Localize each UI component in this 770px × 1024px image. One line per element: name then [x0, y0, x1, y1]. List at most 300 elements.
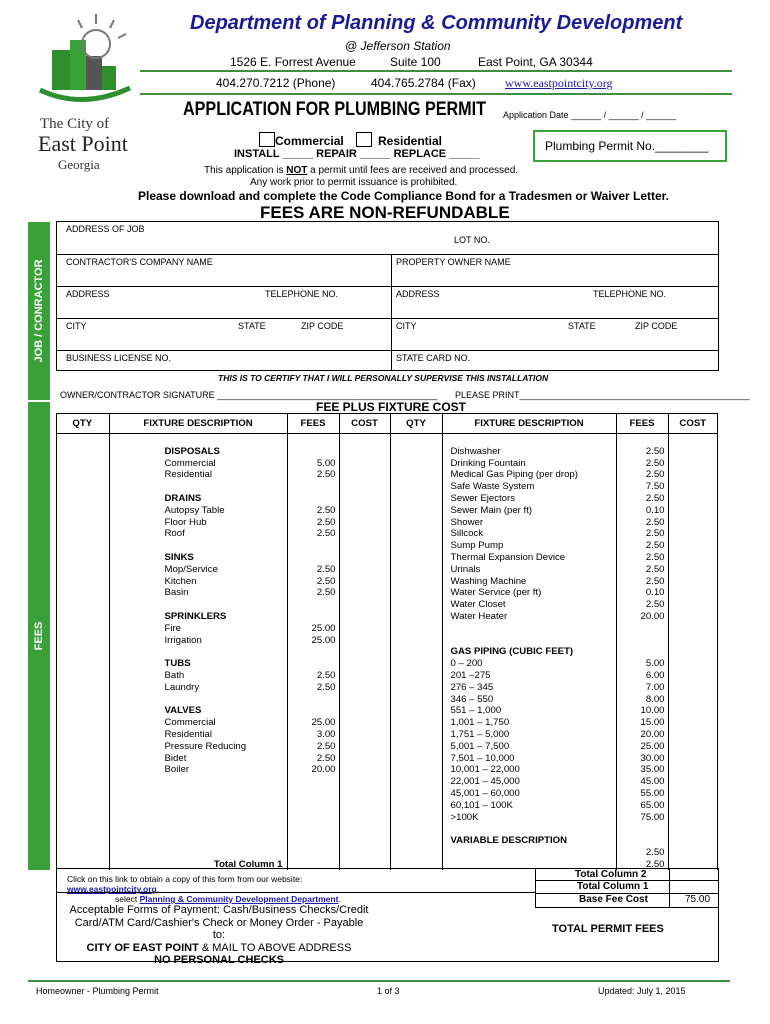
cost-left-cell[interactable] [339, 753, 390, 765]
state-card-label: STATE CARD NO. [396, 353, 471, 363]
fees-right-cell: 2.50 [616, 458, 668, 470]
fees-left-cell [287, 823, 339, 835]
table-row [56, 576, 717, 588]
qty-left-cell[interactable] [56, 658, 109, 670]
qty-right-cell[interactable] [390, 670, 442, 682]
non-refundable-heading: FEES ARE NON-REFUNDABLE [260, 203, 510, 222]
cost-left-cell[interactable] [339, 635, 390, 647]
fees-right-cell: 2.50 [616, 446, 668, 458]
description-left-cell: Kitchen [109, 576, 287, 588]
fee-table-right-border [717, 413, 718, 870]
qty-right-cell[interactable] [390, 576, 442, 588]
cost-left-cell[interactable] [339, 847, 390, 859]
fees-left-cell: 2.50 [287, 469, 339, 481]
description-right-cell: 346 – 550 [442, 694, 616, 706]
fees-right-cell: 7.50 [616, 481, 668, 493]
header-cost-right: COST [668, 414, 717, 434]
cost-left-cell[interactable] [339, 576, 390, 588]
qty-right-cell[interactable] [390, 493, 442, 505]
cost-right-cell[interactable] [668, 552, 717, 564]
cost-right-cell[interactable] [668, 611, 717, 623]
table-row [56, 694, 717, 706]
fees-left-cell: 25.00 [287, 635, 339, 647]
qty-left-cell[interactable] [56, 670, 109, 682]
header-cost-left: COST [339, 414, 390, 434]
application-date: Application Date ______ / ______ / ______ [503, 110, 677, 120]
description-right-cell: Medical Gas Piping (per drop) [442, 469, 616, 481]
owner-city-label: CITY [396, 321, 417, 331]
description-right-cell: 60,101 – 100K [442, 800, 616, 812]
description-left-cell: SINKS [109, 552, 287, 564]
fees-right-cell: 2.50 [616, 564, 668, 576]
cost-left-cell[interactable] [339, 800, 390, 812]
property-owner-label: PROPERTY OWNER NAME [396, 257, 511, 267]
street-address: 1526 E. Forrest Avenue [230, 55, 356, 69]
cost-left-cell[interactable] [339, 788, 390, 800]
table-row [56, 587, 717, 599]
row-divider-2 [57, 286, 718, 287]
fees-right-cell: 20.00 [616, 611, 668, 623]
city-state-zip: East Point, GA 30344 [478, 55, 593, 69]
qty-right-cell[interactable] [390, 788, 442, 800]
fees-left-cell [287, 481, 339, 493]
cost-right-cell[interactable] [668, 434, 717, 446]
cost-right-cell[interactable] [668, 517, 717, 529]
description-left-cell: Residential [109, 469, 287, 481]
qty-left-cell[interactable] [56, 729, 109, 741]
fees-right-cell: 8.00 [616, 694, 668, 706]
qty-right-cell[interactable] [390, 446, 442, 458]
website-link[interactable]: www.eastpointcity.org [505, 76, 613, 90]
qty-left-cell[interactable] [56, 717, 109, 729]
table-row [56, 540, 717, 552]
description-left-cell [109, 788, 287, 800]
residential-option [356, 132, 442, 148]
description-right-cell: GAS PIPING (CUBIC FEET) [442, 646, 616, 658]
fees-right-cell: 15.00 [616, 717, 668, 729]
fees-sidebar [28, 402, 50, 870]
table-row [56, 564, 717, 576]
table-row [56, 646, 717, 658]
description-left-cell: Bidet [109, 753, 287, 765]
description-right-cell: 551 – 1,000 [442, 705, 616, 717]
qty-right-cell[interactable] [390, 694, 442, 706]
fees-right-cell: 2.50 [616, 469, 668, 481]
cost-left-cell[interactable] [339, 835, 390, 847]
description-right-cell [442, 434, 616, 446]
cost-right-cell[interactable] [668, 493, 717, 505]
city-logo [30, 10, 135, 110]
table-row [56, 599, 717, 611]
fee-table [56, 413, 717, 870]
table-row [56, 764, 717, 776]
qty-right-cell[interactable] [390, 682, 442, 694]
suite: Suite 100 [390, 55, 441, 69]
description-right-cell: 1,001 – 1,750 [442, 717, 616, 729]
qty-right-cell[interactable] [390, 658, 442, 670]
qty-right-cell[interactable] [390, 528, 442, 540]
no-personal-checks: NO PERSONAL CHECKS [154, 954, 284, 966]
qty-right-cell[interactable] [390, 753, 442, 765]
qty-left-cell[interactable] [56, 635, 109, 647]
qty-right-cell[interactable] [390, 517, 442, 529]
commercial-label: Commercial [275, 134, 344, 148]
fees-left-cell: 2.50 [287, 670, 339, 682]
qty-left-cell[interactable] [56, 682, 109, 694]
description-left-cell [109, 481, 287, 493]
website-note: Click on this link to obtain a copy of this form from our website: www.eastpointcity.org, select Planning & Community Development Department. [67, 874, 341, 904]
fees-left-cell [287, 812, 339, 824]
totals-vertical-divider [535, 869, 536, 907]
cost-left-cell[interactable] [339, 823, 390, 835]
table-row [56, 635, 717, 647]
permit-number-label: Plumbing Permit No.________ [545, 139, 709, 153]
cost-left-cell[interactable] [339, 741, 390, 753]
cost-left-cell[interactable] [339, 682, 390, 694]
qty-right-cell[interactable] [390, 458, 442, 470]
fees-left-cell [287, 705, 339, 717]
description-left-cell [109, 800, 287, 812]
fees-left-cell [287, 847, 339, 859]
description-left-cell: SPRINKLERS [109, 611, 287, 623]
description-right-cell: Water Heater [442, 611, 616, 623]
cost-right-cell[interactable] [668, 717, 717, 729]
description-right-cell: Sewer Ejectors [442, 493, 616, 505]
qty-left-cell[interactable] [56, 552, 109, 564]
qty-right-cell[interactable] [390, 469, 442, 481]
description-right-cell: Drinking Fountain [442, 458, 616, 470]
cost-right-cell[interactable] [668, 564, 717, 576]
cost-left-cell[interactable] [339, 812, 390, 824]
logo-city-of: The City of [40, 116, 110, 132]
please-print-line[interactable]: PLEASE PRINT______________________________________________ [455, 390, 750, 400]
cost-left-cell[interactable] [339, 458, 390, 470]
contractor-address-label: ADDRESS [66, 289, 110, 299]
qty-left-cell[interactable] [56, 505, 109, 517]
fees-left-cell: 2.50 [287, 587, 339, 599]
cost-left-cell[interactable] [339, 481, 390, 493]
qty-left-cell[interactable] [56, 741, 109, 753]
cost-right-cell[interactable] [668, 646, 717, 658]
qty-left-cell[interactable] [56, 576, 109, 588]
qty-left-cell[interactable] [56, 517, 109, 529]
description-right-cell: Water Service (per ft) [442, 587, 616, 599]
cost-right-cell[interactable] [668, 823, 717, 835]
description-left-cell [109, 646, 287, 658]
cost-left-cell[interactable] [339, 528, 390, 540]
table-row [56, 776, 717, 788]
qty-right-cell[interactable] [390, 611, 442, 623]
form-title: APPLICATION FOR PLUMBING PERMIT [183, 99, 486, 120]
address-of-job-label: ADDRESS OF JOB [66, 224, 145, 234]
cost-right-cell[interactable] [668, 446, 717, 458]
not-permit-pre: This application is [204, 165, 287, 176]
cost-left-cell[interactable] [339, 493, 390, 505]
cost-left-cell[interactable] [339, 587, 390, 599]
cost-right-cell[interactable] [668, 800, 717, 812]
total-permit-fees-label: TOTAL PERMIT FEES [552, 923, 664, 935]
residential-label: Residential [378, 134, 443, 148]
description-left-cell [109, 434, 287, 446]
cost-left-cell[interactable] [339, 776, 390, 788]
qty-left-cell[interactable] [56, 469, 109, 481]
description-left-cell: Pressure Reducing [109, 741, 287, 753]
table-row [56, 446, 717, 458]
cost-right-cell[interactable] [668, 481, 717, 493]
cost-left-cell[interactable] [339, 717, 390, 729]
table-row [56, 528, 717, 540]
qty-right-cell[interactable] [390, 835, 442, 847]
cost-left-cell[interactable] [339, 623, 390, 635]
cost-right-cell[interactable] [668, 776, 717, 788]
cost-right-cell[interactable] [668, 741, 717, 753]
footer-rule [28, 980, 730, 982]
fees-left-cell: 5.00 [287, 458, 339, 470]
qty-right-cell[interactable] [390, 705, 442, 717]
qty-left-cell[interactable] [56, 788, 109, 800]
cost-right-cell[interactable] [668, 753, 717, 765]
qty-right-cell[interactable] [390, 812, 442, 824]
cost-left-cell[interactable] [339, 540, 390, 552]
cost-left-cell[interactable] [339, 646, 390, 658]
qty-right-cell[interactable] [390, 552, 442, 564]
qty-right-cell[interactable] [390, 587, 442, 599]
cost-left-cell[interactable] [339, 469, 390, 481]
qty-right-cell[interactable] [390, 847, 442, 859]
fees-right-cell: 35.00 [616, 764, 668, 776]
cost-left-cell[interactable] [339, 611, 390, 623]
fees-left-cell: 2.50 [287, 753, 339, 765]
qty-left-cell[interactable] [56, 812, 109, 824]
fees-left-cell: 2.50 [287, 741, 339, 753]
cost-left-cell[interactable] [339, 705, 390, 717]
cost-right-cell[interactable] [668, 469, 717, 481]
qty-left-cell[interactable] [56, 481, 109, 493]
description-right-cell: 10,001 – 22,000 [442, 764, 616, 776]
cost-right-cell[interactable] [668, 729, 717, 741]
website-note-link[interactable]: www.eastpointcity.org [67, 884, 157, 894]
cost-right-cell[interactable] [668, 670, 717, 682]
description-right-cell: Sillcock [442, 528, 616, 540]
cost-right-cell[interactable] [668, 788, 717, 800]
table-row [56, 611, 717, 623]
qty-left-cell[interactable] [56, 646, 109, 658]
cost-left-cell[interactable] [339, 694, 390, 706]
contractor-company-label: CONTRACTOR'S COMPANY NAME [66, 257, 213, 267]
fees-left-cell: 20.00 [287, 764, 339, 776]
qty-right-cell[interactable] [390, 717, 442, 729]
qty-right-cell[interactable] [390, 434, 442, 446]
qty-left-cell[interactable] [56, 446, 109, 458]
commercial-checkbox[interactable] [259, 132, 275, 147]
qty-left-cell[interactable] [56, 835, 109, 847]
qty-left-cell[interactable] [56, 493, 109, 505]
cost-left-cell[interactable] [339, 517, 390, 529]
qty-left-cell[interactable] [56, 776, 109, 788]
qty-right-cell[interactable] [390, 646, 442, 658]
fees-right-cell: 2.50 [616, 552, 668, 564]
qty-left-cell[interactable] [56, 599, 109, 611]
footer-updated: Updated: July 1, 2015 [598, 986, 686, 996]
fees-left-cell: 25.00 [287, 717, 339, 729]
description-right-cell: Water Closet [442, 599, 616, 611]
owner-state-label: STATE [568, 321, 596, 331]
fees-right-cell: 20.00 [616, 729, 668, 741]
table-row [56, 835, 717, 847]
qty-right-cell[interactable] [390, 764, 442, 776]
department-title: Department of Planning & Community Development [190, 12, 683, 34]
fees-right-cell: 5.00 [616, 658, 668, 670]
cost-left-cell[interactable] [339, 599, 390, 611]
qty-right-cell[interactable] [390, 741, 442, 753]
job-info-box [56, 221, 719, 371]
cost-right-cell[interactable] [668, 835, 717, 847]
description-left-cell: Irrigation [109, 635, 287, 647]
qty-right-cell[interactable] [390, 776, 442, 788]
cost-right-cell[interactable] [668, 505, 717, 517]
description-left-cell: Commercial [109, 717, 287, 729]
table-row [56, 552, 717, 564]
qty-left-cell[interactable] [56, 764, 109, 776]
permit-number-box [533, 130, 727, 162]
description-left-cell: Bath [109, 670, 287, 682]
qty-left-cell[interactable] [56, 611, 109, 623]
description-right-cell: Dishwasher [442, 446, 616, 458]
qty-left-cell[interactable] [56, 694, 109, 706]
qty-right-cell[interactable] [390, 729, 442, 741]
cost-left-cell[interactable] [339, 729, 390, 741]
fee-table-left-border [56, 413, 57, 870]
description-left-cell [109, 776, 287, 788]
qty-right-cell[interactable] [390, 540, 442, 552]
description-left-cell: Autopsy Table [109, 505, 287, 517]
department-link[interactable]: Planning & Community Development Department [139, 894, 339, 904]
qty-left-cell[interactable] [56, 847, 109, 859]
qty-left-cell[interactable] [56, 564, 109, 576]
not-permit-post: a permit until fees are received and processed. [307, 165, 519, 176]
qty-right-cell[interactable] [390, 623, 442, 635]
totals-row-line-3 [535, 907, 718, 908]
table-row [56, 729, 717, 741]
payment-line-2: Card/ATM Card/Cashier's Check or Money Order - Payable to: [74, 916, 364, 941]
owner-zip-label: ZIP CODE [635, 321, 678, 331]
table-row [56, 753, 717, 765]
cost-left-cell[interactable] [339, 658, 390, 670]
qty-left-cell[interactable] [56, 587, 109, 599]
description-right-cell: 7,501 – 10,000 [442, 753, 616, 765]
fees-left-cell [287, 694, 339, 706]
qty-left-cell[interactable] [56, 753, 109, 765]
description-right-cell: Safe Waste System [442, 481, 616, 493]
row-divider-4 [57, 350, 718, 351]
qty-right-cell[interactable] [390, 599, 442, 611]
fees-right-cell [616, 646, 668, 658]
cost-right-cell[interactable] [668, 599, 717, 611]
description-right-cell: 22,001 – 45,000 [442, 776, 616, 788]
fees-right-cell: 2.50 [616, 540, 668, 552]
header-qty-left: QTY [56, 414, 109, 434]
cost-left-cell[interactable] [339, 552, 390, 564]
cost-right-cell[interactable] [668, 705, 717, 717]
cost-left-cell[interactable] [339, 446, 390, 458]
cost-left-cell[interactable] [339, 764, 390, 776]
qty-left-cell[interactable] [56, 705, 109, 717]
table-row [56, 717, 717, 729]
description-left-cell: Floor Hub [109, 517, 287, 529]
fees-right-cell [616, 835, 668, 847]
qty-right-cell[interactable] [390, 481, 442, 493]
not-a-permit-note [204, 165, 518, 176]
qty-left-cell[interactable] [56, 528, 109, 540]
cost-right-cell[interactable] [668, 847, 717, 859]
website-note-pre: Click on this link to obtain a copy of this form from our website: [67, 874, 303, 884]
qty-left-cell[interactable] [56, 823, 109, 835]
qty-left-cell[interactable] [56, 458, 109, 470]
cost-right-cell[interactable] [668, 658, 717, 670]
owner-address-label: ADDRESS [396, 289, 440, 299]
qty-left-cell[interactable] [56, 623, 109, 635]
cost-right-cell[interactable] [668, 576, 717, 588]
fees-right-cell: 7.00 [616, 682, 668, 694]
qty-left-cell[interactable] [56, 800, 109, 812]
cost-right-cell[interactable] [668, 694, 717, 706]
description-left-cell: Fire [109, 623, 287, 635]
description-right-cell: Washing Machine [442, 576, 616, 588]
fees-right-cell: 10.00 [616, 705, 668, 717]
cost-right-cell[interactable] [668, 587, 717, 599]
description-left-cell: Residential [109, 729, 287, 741]
cost-left-cell[interactable] [339, 505, 390, 517]
table-row [56, 505, 717, 517]
cost-right-cell[interactable] [668, 682, 717, 694]
cost-right-cell[interactable] [668, 812, 717, 824]
payment-line-1: Acceptable Forms of Payment: Cash/Business Checks/Credit [69, 904, 369, 916]
logo-name: East Point [38, 131, 128, 156]
cost-left-cell[interactable] [339, 670, 390, 682]
qty-left-cell[interactable] [56, 434, 109, 446]
fees-left-cell: 2.50 [287, 682, 339, 694]
not-word: NOT [286, 165, 308, 176]
cost-right-cell[interactable] [668, 458, 717, 470]
qty-right-cell[interactable] [390, 635, 442, 647]
qty-right-cell[interactable] [390, 823, 442, 835]
fees-left-cell [287, 540, 339, 552]
qty-right-cell[interactable] [390, 564, 442, 576]
cost-right-cell[interactable] [668, 635, 717, 647]
cost-right-cell[interactable] [668, 623, 717, 635]
table-row [56, 812, 717, 824]
table-row [56, 670, 717, 682]
fees-right-cell: 2.50 [616, 517, 668, 529]
cost-right-cell[interactable] [668, 764, 717, 776]
table-row [56, 434, 717, 446]
qty-left-cell[interactable] [56, 540, 109, 552]
table-row [56, 493, 717, 505]
description-left-cell [109, 835, 287, 847]
cost-left-cell[interactable] [339, 434, 390, 446]
cost-right-cell[interactable] [668, 540, 717, 552]
cost-right-cell[interactable] [668, 528, 717, 540]
fees-right-cell: 45.00 [616, 776, 668, 788]
cost-left-cell[interactable] [339, 564, 390, 576]
qty-right-cell[interactable] [390, 505, 442, 517]
qty-right-cell[interactable] [390, 800, 442, 812]
total-column-1-label: Total Column 1 [577, 881, 649, 892]
header-rule-2 [140, 93, 732, 95]
signature-line[interactable]: OWNER/CONTRACTOR SIGNATURE ____________________________________________ [60, 390, 438, 400]
residential-checkbox[interactable] [356, 132, 372, 147]
table-row [56, 481, 717, 493]
